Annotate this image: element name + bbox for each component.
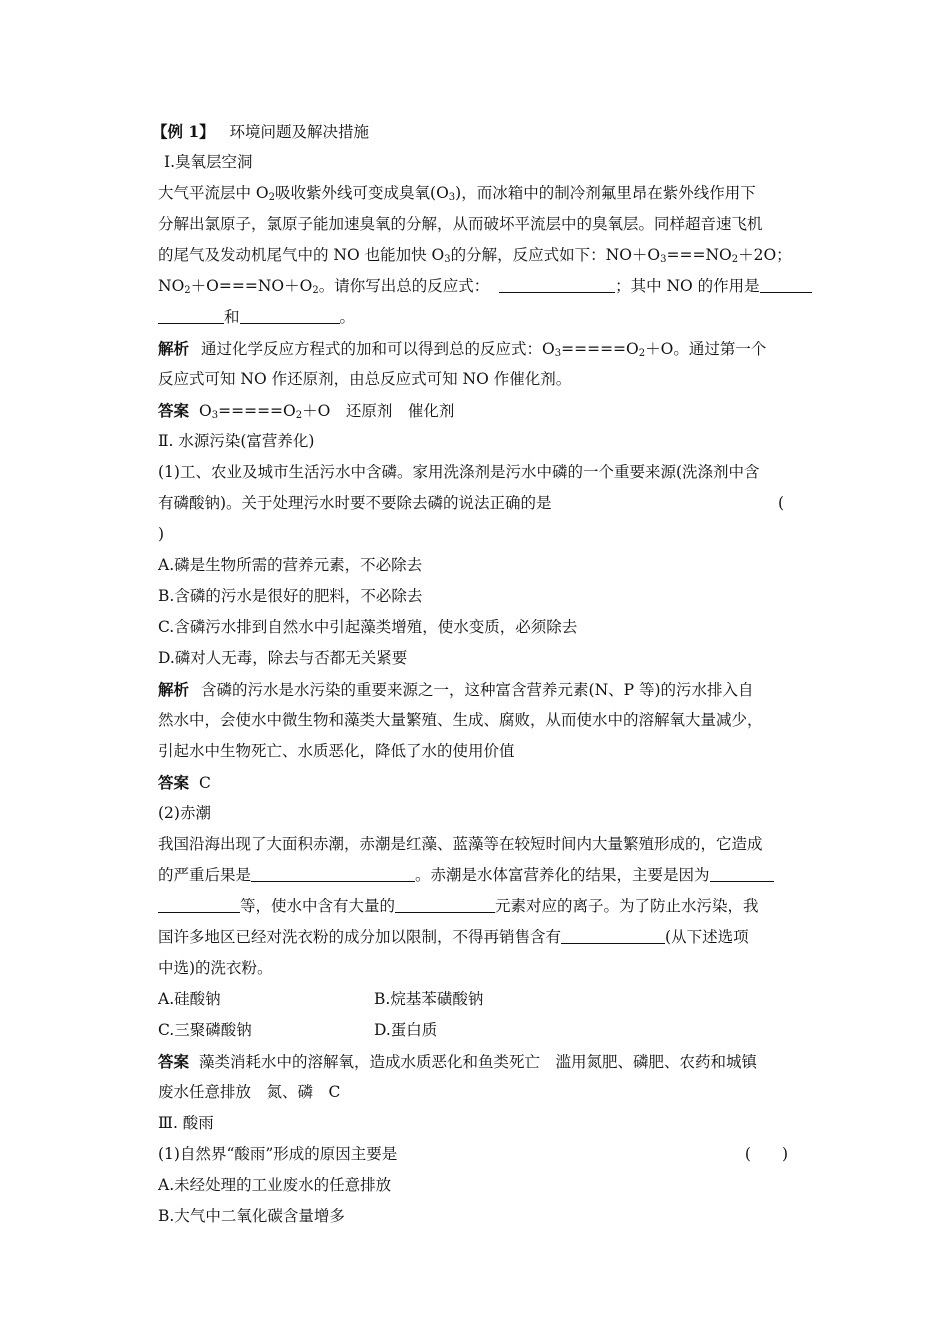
section2-q2-line1: 我国沿海出现了大面积赤潮，赤潮是红藻、蓝藻等在较短时间内大量繁殖形成的，它造成 — [158, 835, 763, 853]
section2-q1-line2: 有磷酸钠)。关于处理污水时要不要除去磷的说法正确的是 ( — [158, 488, 814, 519]
example-label: 【例 1】 — [152, 122, 215, 141]
section3-heading: Ⅲ. 酸雨 — [158, 1114, 214, 1132]
blank-no-role-1b[interactable] — [158, 305, 224, 324]
section1-analysis-line1: 解析 通过化学反应方程式的加和可以得到总的反应式：$O_3=====O_2+O$。通过第一个 — [158, 339, 767, 359]
q2-option-c[interactable]: C.三聚磷酸钠 — [158, 1021, 252, 1039]
section3-option-b[interactable]: B.大气中二氧化碳含量增多 — [158, 1207, 345, 1225]
section2-answer2-line2: 废水任意排放 氮、磷 C — [158, 1083, 341, 1101]
section1-para-line1: 大气平流层中 $O_2$吸收紫外线可变成臭氧$(O_3)$，而冰箱中的制冷剂氟里昂在紫外线作用下 — [158, 184, 756, 203]
section2-answer: 答案 C — [158, 773, 211, 792]
answer-bracket-close: ) — [158, 525, 165, 543]
section1-heading: Ⅰ.臭氧层空洞 — [164, 153, 253, 171]
blank-banned-ingredient[interactable] — [561, 925, 665, 944]
section2-q2-heading: (2)赤潮 — [158, 804, 211, 822]
section1-para-line2: 分解出氯原子，氯原子能加速臭氧的分解，从而破坏平流层中的臭氧层。同样超音速飞机 — [158, 215, 763, 233]
blank-elements[interactable] — [395, 894, 495, 913]
section2-option-a[interactable]: A.磷是生物所需的营养元素，不必除去 — [158, 556, 423, 574]
section1-answer: 答案 $O_3=====O_2+O$ 还原剂 催化剂 — [158, 401, 455, 421]
section2-q2-line3: 等，使水中含有大量的 元素对应的离子。为了防止水污染，我 — [158, 891, 814, 922]
section2-q2-options-row1 — [158, 984, 814, 1015]
document-page — [152, 116, 814, 1232]
section2-option-b[interactable]: B.含磷的污水是很好的肥料，不必除去 — [158, 587, 423, 605]
blank-total-reaction[interactable] — [499, 274, 615, 293]
section1-analysis-line2: 反应式可知 NO 作还原剂，由总反应式可知 NO 作催化剂。 — [158, 370, 572, 388]
section2-analysis-line1: 解析 含磷的污水是水污染的重要来源之一，这种富含营养元素(N、P 等)的污水排入自 — [158, 680, 754, 699]
section2-option-c[interactable]: C.含磷污水排到自然水中引起藻类增殖，使水变质，必须除去 — [158, 618, 578, 636]
section2-analysis-line2: 然水中，会使水中微生物和藻类大量繁殖、生成、腐败，从而使水中的溶解氧大量减少， — [158, 711, 763, 729]
section2-q1-line1: (1)工、农业及城市生活污水中含磷。家用洗涤剂是污水中磷的一个重要来源(洗涤剂中含 — [158, 463, 760, 481]
blank-consequence[interactable] — [251, 863, 415, 882]
section2-analysis-line3: 引起水中生物死亡、水质恶化，降低了水的使用价值 — [158, 742, 515, 760]
section1-para-line5: 和 。 — [158, 302, 814, 333]
example-title: 环境问题及解决措施 — [229, 123, 369, 141]
answer-bracket[interactable]: ( ) — [744, 1145, 788, 1163]
q2-option-b[interactable]: B.烷基苯磺酸钠 — [374, 990, 484, 1008]
section2-q2-line2: 的严重后果是 。赤潮是水体富营养化的结果，主要是因为 — [158, 860, 814, 891]
blank-no-role-2[interactable] — [240, 305, 340, 324]
answer-bracket-open[interactable]: ( — [777, 494, 784, 512]
section2-answer2-line1: 答案 藻类消耗水中的溶解氧，造成水质恶化和鱼类死亡 滥用氮肥、磷肥、农药和城镇 — [158, 1052, 758, 1071]
section2-q2-line4: 国许多地区已经对洗衣粉的成分加以限制，不得再销售含有 (从下述选项 — [158, 922, 814, 953]
example-heading — [152, 116, 814, 147]
section3-q1: (1)自然界“酸雨”形成的原因主要是 ( ) — [158, 1139, 814, 1170]
section3-option-a[interactable]: A.未经处理的工业废水的任意排放 — [158, 1176, 392, 1194]
q2-option-a[interactable]: A.硅酸钠 — [158, 990, 221, 1008]
blank-no-role-1a[interactable] — [760, 274, 812, 293]
blank-reason-b[interactable] — [158, 894, 240, 913]
section2-q2-options-row2 — [158, 1015, 814, 1046]
q2-option-d[interactable]: D.蛋白质 — [374, 1021, 438, 1039]
section1-para-line4: $NO_2+O===NO+O_2$。请你写出总的反应式： ；其中 NO 的作用是 — [158, 271, 814, 302]
section2-option-d[interactable]: D.磷对人无毒，除去与否都无关紧要 — [158, 649, 408, 667]
section2-q2-line5: 中选)的洗衣粉。 — [158, 959, 273, 977]
blank-reason-a[interactable] — [710, 863, 774, 882]
section2-heading: Ⅱ. 水源污染(富营养化) — [158, 432, 315, 450]
section1-para-line3: 的尾气及发动机尾气中的 NO 也能加快 $O_3$的分解，反应式如下：$NO+O_3===NO_2+2O$； — [158, 246, 792, 265]
